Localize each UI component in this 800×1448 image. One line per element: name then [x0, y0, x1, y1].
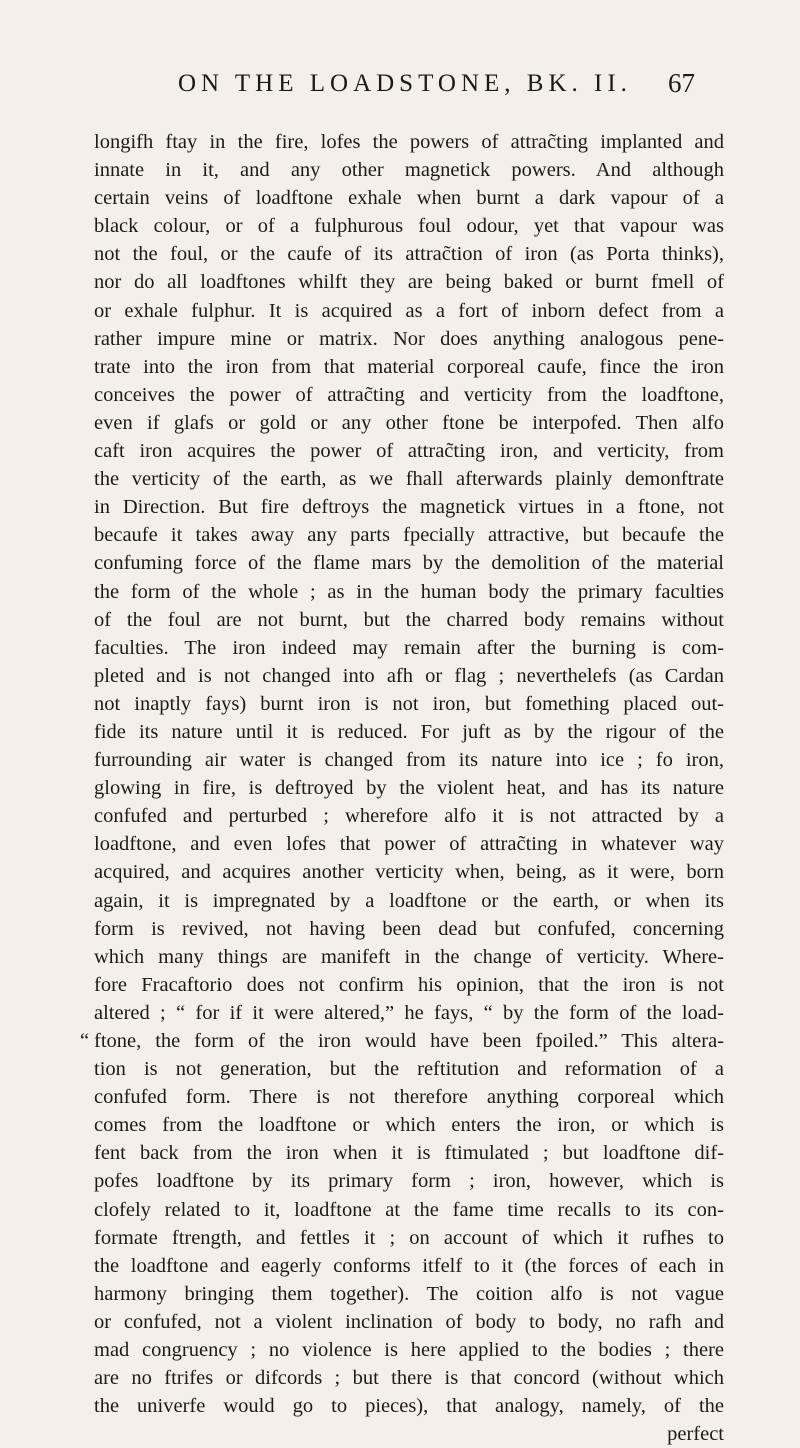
text-line: ftone, the form of the iron would have been fpoiled.” This altera- [94, 1030, 724, 1052]
text-line: pofes loadftone by its primary form ; iron, however, which is [94, 1170, 724, 1193]
text-line: faculties. The iron indeed may remain after the burning is com- [94, 636, 724, 659]
text-line: rather impure mine or matrix. Nor does anything analogous pene- [94, 327, 724, 350]
text-line: the verticity of the earth, as we fhall afterwards plainly demonftrate [94, 468, 724, 491]
text-line: the univerfe would go to pieces), that analogy, namely, of the [94, 1395, 724, 1418]
text-line: altered ; “ for if it were altered,” he fays, “ by the form of the load- [94, 1001, 724, 1024]
text-line: confuming force of the flame mars by the demolition of the material [94, 552, 724, 575]
text-line: of the foul are not burnt, but the charred body remains without [94, 608, 724, 631]
text-line: pleted and is not changed into afh or flag ; neverthelefs (as Cardan [94, 664, 724, 687]
text-line: again, it is impregnated by a loadftone or the earth, or when its [94, 889, 724, 912]
text-line: glowing in fire, is deftroyed by the violent heat, and has its nature [94, 777, 724, 800]
text-line: furrounding air water is changed from its nature into ice ; fo iron, [94, 749, 724, 772]
text-line: becaufe it takes away any parts fpecially attractive, but becaufe the [94, 524, 724, 547]
text-line: harmony bringing them together). The coition alfo is not vague [94, 1282, 724, 1305]
text-line: caft iron acquires the power of attrac̃ting iron, and verticity, from [94, 440, 724, 463]
text-line: trate into the iron from that material corporeal caufe, fince the iron [94, 355, 724, 378]
text-line: nor do all loadftones whilft they are being baked or burnt fmell of [94, 271, 724, 294]
text-line: comes from the loadftone or which enters the iron, or which is [94, 1114, 724, 1137]
text-line: or confufed, not a violent inclination of body to body, no rafh and [94, 1310, 724, 1333]
text-line: acquired, and acquires another verticity when, being, as it were, born [94, 861, 724, 884]
text-line: certain veins of loadftone exhale when burnt a dark vapour of a [94, 187, 724, 210]
text-line: mad congruency ; no violence is here applied to the bodies ; there [94, 1339, 724, 1362]
text-line: confufed and perturbed ; wherefore alfo it is not attracted by a [94, 805, 724, 828]
text-line: tion is not generation, but the reftitution and reformation of a [94, 1058, 724, 1081]
text-line: which many things are manifeft in the change of verticity. Where- [94, 945, 724, 968]
text-line: conceives the power of attrac̃ting and verticity from the loadftone, [94, 383, 724, 406]
text-line-quoted [80, 1027, 724, 1055]
text-line: clofely related to it, loadftone at the fame time recalls to its con- [94, 1198, 724, 1221]
text-line: fide its nature until it is reduced. For juft as by the rigour of the [94, 720, 724, 743]
catchword: perfect [667, 1423, 724, 1446]
text-line: longifh ftay in the fire, lofes the powers of attrac̃ting implanted and [94, 131, 724, 153]
text-line: formate ftrength, and fettles it ; on account of which it rufhes to [94, 1226, 724, 1249]
text-line: not inaptly fays) burnt iron is not iron, but fomething placed out- [94, 692, 724, 715]
text-line: not the foul, or the caufe of its attrac̃tion of iron (as Porta thinks), [94, 243, 724, 266]
text-line: loadftone, and even lofes that power of attrac̃ting in whatever way [94, 833, 724, 856]
text-line: the form of the whole ; as in the human body the primary faculties [94, 580, 724, 603]
body-text [80, 128, 724, 1448]
text-line: form is revived, not having been dead but confufed, concerning [94, 917, 724, 940]
text-line: even if glafs or gold or any other ftone be interpofed. Then alfo [94, 411, 724, 434]
text-line: in Direction. But fire deftroys the magnetick virtues in a ftone, not [94, 496, 724, 519]
text-line: confufed form. There is not therefore anything corporeal which [94, 1086, 724, 1109]
text-line: fore Fracaftorio does not confirm his opinion, that the iron is not [94, 973, 724, 996]
text-line: are no ftrifes or difcords ; but there is that concord (without which [94, 1367, 724, 1390]
page-number: 67 [668, 68, 695, 98]
quote-mark: “ [80, 1030, 90, 1052]
text-line: the loadftone and eagerly conforms itfelf to it (the forces of each in [94, 1254, 724, 1277]
text-line: innate in it, and any other magnetick powers. And although [94, 159, 724, 182]
running-head: ON THE LOADSTONE, BK. II. [178, 70, 632, 97]
text-line: black colour, or of a fulphurous foul odour, yet that vapour was [94, 215, 724, 238]
text-line: fent back from the iron when it is ftimulated ; but loadftone dif- [94, 1142, 724, 1165]
text-line: or exhale fulphur. It is acquired as a fort of inborn defect from a [94, 299, 724, 322]
